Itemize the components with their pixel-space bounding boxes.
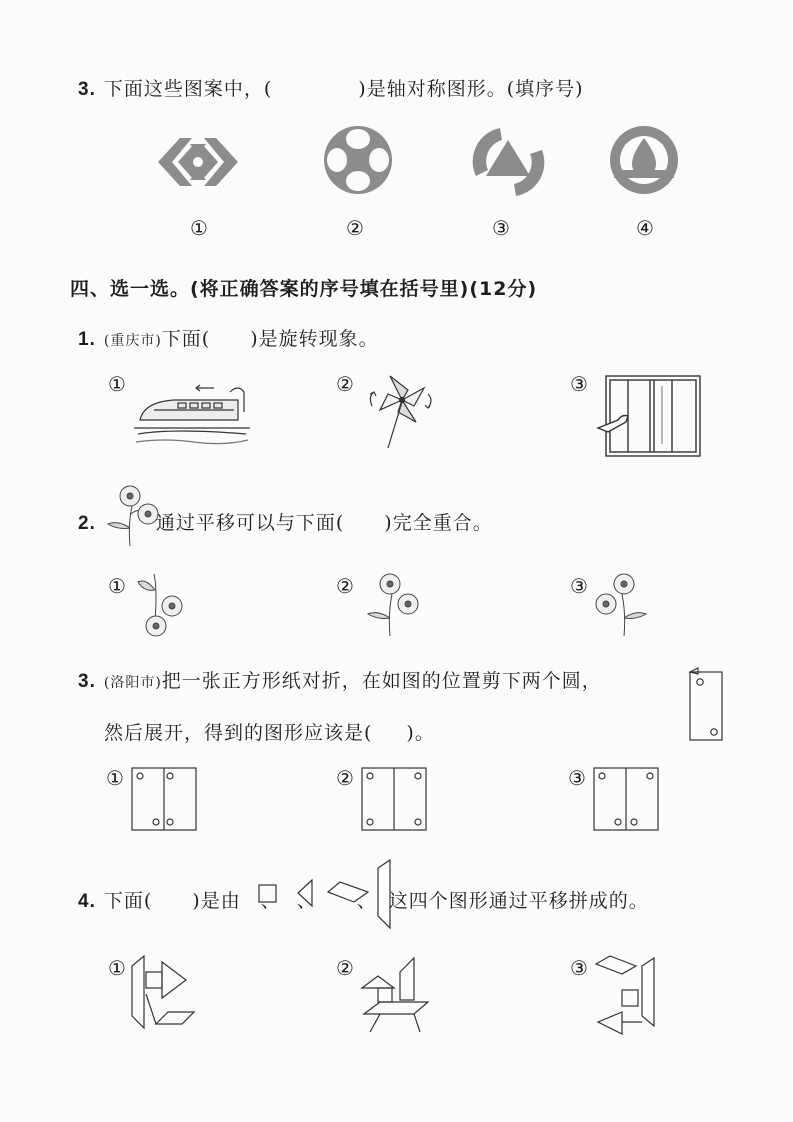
option-label-3: ③ [570, 956, 588, 980]
composite-option-1 [128, 954, 198, 1034]
question-source: (重庆市) [103, 333, 162, 349]
pattern-3-figure [470, 124, 546, 200]
question-3-line-1 [78, 666, 602, 693]
question-source: (洛阳市) [103, 675, 162, 691]
parallelogram-shape-icon [326, 880, 370, 904]
triangle-shape-icon [296, 878, 314, 908]
question-text-before: 下面这些图案中，( [103, 78, 273, 100]
option-label-4: ④ [636, 216, 654, 240]
square-shape-icon [258, 884, 278, 904]
flower-option-3 [594, 572, 654, 638]
train-image [134, 382, 250, 450]
separator: 、 [356, 890, 377, 912]
unfolded-option-2 [360, 766, 428, 832]
section-title: 四、选一选。(将正确答案的序号填在括号里)(12分) [70, 278, 538, 300]
question-text-mid: )是由 [192, 890, 241, 912]
question-number: 4. [78, 891, 96, 912]
option-label-2: ② [336, 956, 354, 980]
folded-paper-figure [688, 666, 728, 742]
option-label-3: ③ [570, 574, 588, 598]
option-label-2: ② [346, 216, 364, 240]
separator: 、 [296, 890, 317, 912]
question-text-before: 下面( [161, 328, 211, 350]
flower-option-1 [132, 572, 192, 638]
question-number: 2. [78, 513, 96, 534]
option-label-1: ① [190, 216, 208, 240]
composite-option-2 [358, 954, 438, 1036]
pattern-1-figure [158, 124, 238, 204]
composite-option-3 [592, 954, 662, 1036]
question-text-after: )。 [406, 722, 435, 744]
question-text-before: 然后展开，得到的图形应该是( [104, 722, 373, 744]
question-text-after: )是旋转现象。 [250, 328, 379, 350]
trapezoid-shape-icon [374, 858, 394, 930]
option-label-1: ① [108, 956, 126, 980]
question-number: 1. [78, 329, 96, 350]
option-label-2: ② [336, 574, 354, 598]
unfolded-option-3 [592, 766, 660, 832]
option-label-1: ① [106, 766, 124, 790]
question-text-before: 下面( [103, 890, 153, 912]
question-text-after: )是轴对称图形。(填序号) [358, 78, 584, 100]
question-text-after: 这四个图形通过平移拼成的。 [388, 890, 649, 912]
question-text-after: )完全重合。 [384, 512, 493, 534]
separator: 、 [260, 890, 281, 912]
question-1 [78, 324, 379, 351]
question-3-line-2 [104, 718, 435, 745]
pattern-4-figure [608, 124, 680, 196]
option-label-3: ③ [568, 766, 586, 790]
option-label-3: ③ [492, 216, 510, 240]
question-3-top [78, 74, 584, 101]
option-label-1: ① [108, 574, 126, 598]
question-text-before: 通过平移可以与下面( [155, 512, 345, 534]
flower-option-2 [362, 572, 422, 638]
question-number: 3. [78, 79, 96, 100]
sliding-window-image [598, 374, 702, 458]
option-label-2: ② [336, 766, 354, 790]
pinwheel-image [362, 370, 442, 450]
option-label-3: ③ [570, 372, 588, 396]
question-number: 3. [78, 671, 96, 692]
question-text: 把一张正方形纸对折，在如图的位置剪下两个圆， [161, 670, 602, 692]
option-label-1: ① [108, 372, 126, 396]
pattern-2-figure [322, 124, 394, 196]
question-2 [78, 508, 493, 535]
option-label-2: ② [336, 372, 354, 396]
unfolded-option-1 [130, 766, 198, 832]
